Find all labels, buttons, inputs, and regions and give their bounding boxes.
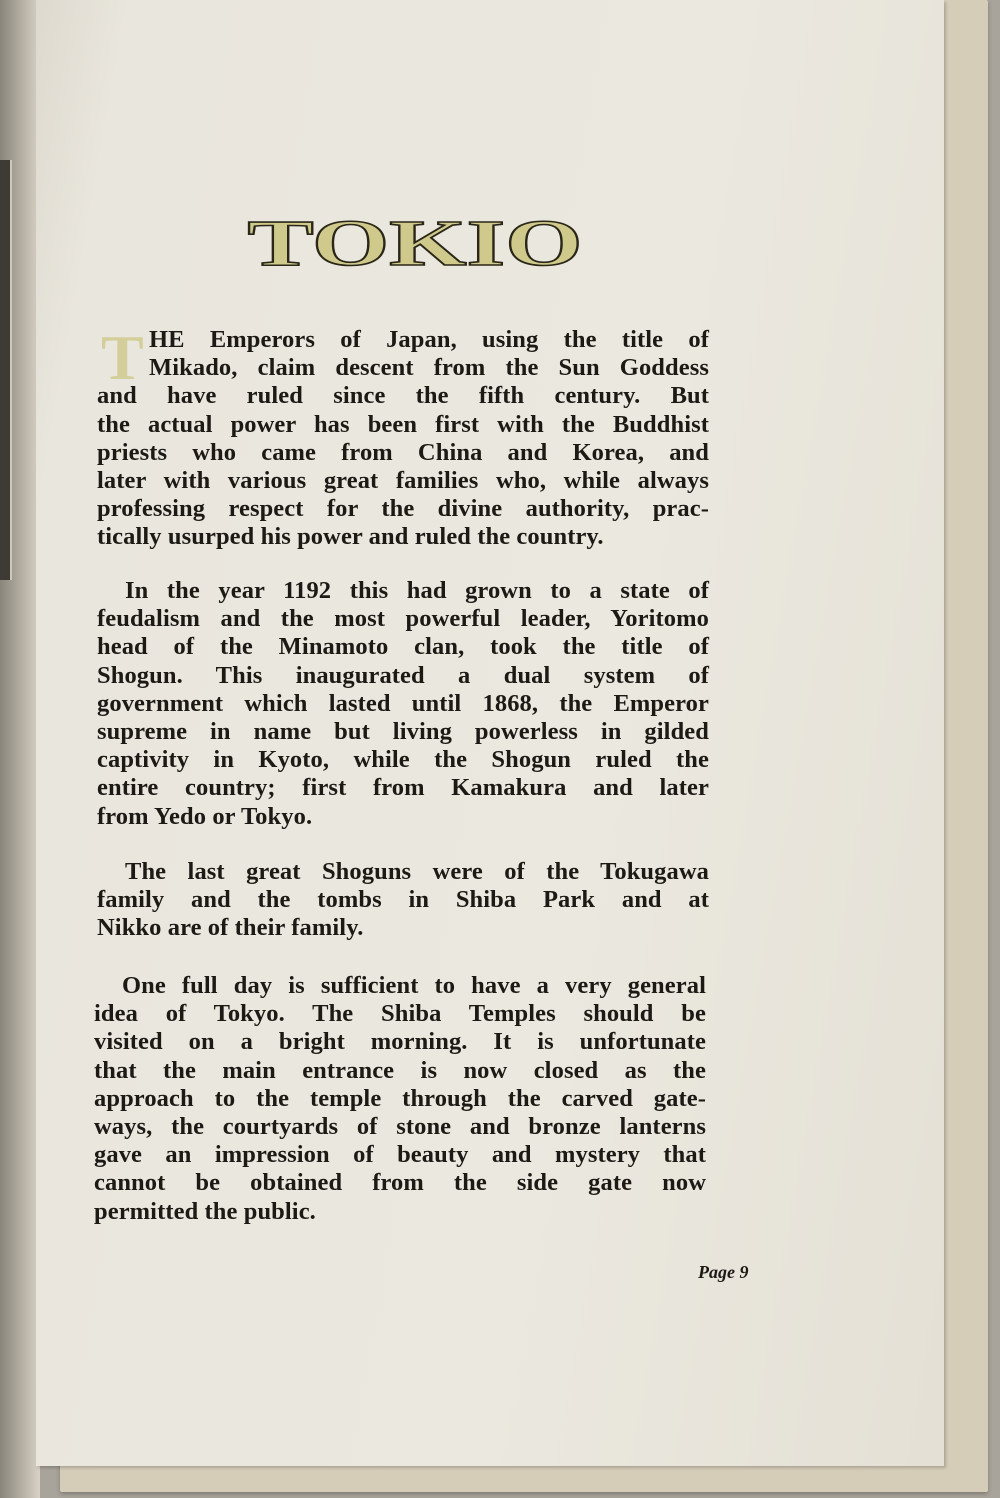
text-line: professing respect for the divine authority, prac- <box>97 495 709 523</box>
text-line: In the year 1192 this had grown to a state of <box>125 577 709 604</box>
text-line: Mikado, claim descent from the Sun Goddess <box>149 354 709 382</box>
text-line: that the main entrance is now closed as the <box>94 1056 706 1084</box>
paragraph-3 <box>97 858 709 943</box>
page-number: Page 9 <box>698 1262 749 1282</box>
text-line: the actual power has been first with the Buddhist <box>97 410 709 438</box>
spine <box>0 160 12 580</box>
text-line: family and the tombs in Shiba Park and at <box>97 886 709 914</box>
text-line: government which lasted until 1868, the Emperor <box>97 689 709 717</box>
text-line: One full day is sufficient to have a very general <box>122 972 706 999</box>
text-line: Shogun. This inaugurated a dual system of <box>97 661 709 689</box>
paragraph-1 <box>97 322 709 552</box>
page-title <box>240 205 590 280</box>
text-line: head of the Minamoto clan, took the title of <box>97 633 709 661</box>
drop-cap: T <box>101 322 144 393</box>
text-line: idea of Tokyo. The Shiba Temples should be <box>94 1000 706 1028</box>
text-line: permitted the public. <box>94 1197 316 1225</box>
text-line: captivity in Kyoto, while the Shogun ruled the <box>97 746 709 774</box>
text-line: HE Emperors of Japan, using the title of <box>149 326 709 353</box>
text-line: from Yedo or Tokyo. <box>97 802 313 830</box>
text-line: tically usurped his power and ruled the country. <box>97 523 604 551</box>
text-line: feudalism and the most powerful leader, Yoritomo <box>97 605 709 633</box>
text-line: cannot be obtained from the side gate now <box>94 1169 706 1197</box>
text-line: entire country; first from Kamakura and later <box>97 774 709 802</box>
text-line: ways, the courtyards of stone and bronze lanterns <box>94 1112 706 1140</box>
text-line: gave an impression of beauty and mystery that <box>94 1141 706 1169</box>
text-line: Nikko are of their family. <box>97 914 364 942</box>
binding-edge <box>0 0 40 1498</box>
text-line: visited on a bright morning. It is unfortunate <box>94 1028 706 1056</box>
text-line: and have ruled since the fifth century. But <box>97 382 709 410</box>
text-line: supreme in name but living powerless in gilded <box>97 717 709 745</box>
text-line: approach to the temple through the carved gate- <box>94 1084 706 1112</box>
text-line: The last great Shoguns were of the Tokugawa <box>125 858 709 885</box>
text-line: later with various great families who, while always <box>97 466 709 494</box>
paragraph-2 <box>97 577 709 831</box>
text-line: priests who came from China and Korea, and <box>97 438 709 466</box>
title-text: TOKIO <box>247 207 583 280</box>
paragraph-4 <box>94 972 706 1226</box>
